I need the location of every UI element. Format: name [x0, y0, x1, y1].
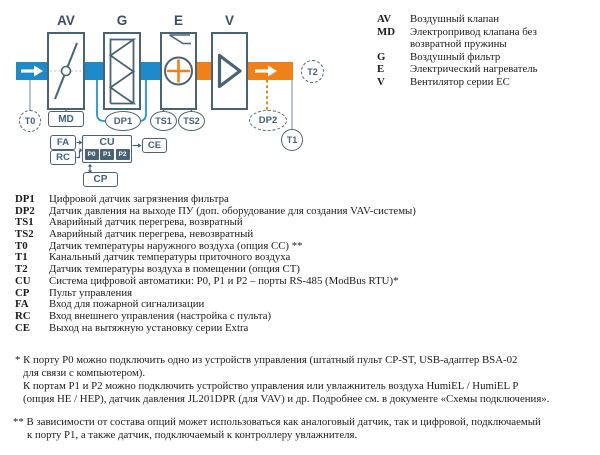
sensor-ts2: TS2 [178, 111, 205, 131]
list-item [15, 229, 595, 241]
list-abbr: T1 [15, 251, 28, 264]
sensor-ts1: TS1 [150, 111, 177, 131]
legend-text: Воздушный фильтр [410, 50, 501, 63]
footnote-line: * К порту P0 можно подключить одно из устройств управления (штатный пульт CP-ST, USB-адаптер BSA-02 [15, 354, 518, 366]
ahu-schematic [0, 0, 340, 195]
port-p0: P0 [85, 149, 99, 160]
sensor-t1: T1 [281, 129, 303, 151]
abbreviation-list [15, 194, 595, 334]
sensor-t0: T0 [19, 110, 41, 132]
legend-row [377, 76, 595, 89]
block-label-g: G [116, 13, 128, 28]
list-text: Выход на вытяжную установку серии Extra [49, 321, 249, 334]
footnote-line: ** В зависимости от состава опций может использоваться как аналоговый датчик, так и цифровой, подключаемый [13, 416, 541, 428]
legend-row [377, 38, 595, 51]
list-abbr: FA [15, 298, 29, 311]
legend-row [377, 13, 595, 26]
actuator-md: MD [48, 111, 84, 127]
list-text: Цифровой датчик загрязнения фильтра [49, 193, 229, 205]
legend-text: Электропривод клапана без [410, 25, 537, 38]
footnote-line: К портам P1 и P2 можно подключить устройство управления или увлажнитель воздуха HumiEL / HumiEL P [23, 380, 519, 392]
port-p1: P1 [100, 149, 114, 160]
list-abbr: DP1 [15, 193, 35, 205]
list-item [15, 323, 595, 335]
legend-row [377, 51, 595, 64]
list-abbr: TS2 [15, 228, 34, 241]
list-text: Канальный датчик температуры приточного воздуха [49, 251, 291, 264]
list-text: Аварийный датчик перегрева, невозвратный [49, 228, 254, 241]
input-rc: RC [50, 150, 76, 165]
control-panel-cp: CP [83, 172, 118, 187]
list-text: Пульт управления [49, 286, 133, 299]
sensor-dp2: DP2 [249, 110, 287, 131]
block-label-av: AV [57, 13, 75, 28]
legend-abbr [377, 38, 410, 51]
legend-text: Электрический нагреватель [410, 63, 538, 75]
legend-abbr: E [377, 63, 385, 75]
list-text: Вход внешнего управления (настройка с пульта) [49, 309, 272, 322]
legend-abbr: MD [377, 25, 395, 38]
legend-abbr: G [377, 50, 386, 63]
list-text: Аварийный датчик перегрева, возвратный [49, 216, 243, 229]
list-abbr: CU [15, 274, 31, 287]
component-legend [377, 13, 595, 88]
block-label-v: V [224, 13, 234, 28]
footnote-line: к порту P1, а также датчик, подключаемый к контроллеру увлажнителя. [27, 429, 358, 441]
footnote-asterisk [15, 354, 595, 406]
list-text: Датчик температуры воздуха в помещении (опция СТ) [49, 263, 300, 276]
control-unit-label: CU [99, 136, 115, 148]
list-text: Система цифровой автоматики: P0, P1 и P2 – порты RS-485 (ModBus RTU)* [49, 274, 399, 287]
port-p2: P2 [116, 149, 130, 160]
cu-ports [85, 149, 132, 160]
list-text: Датчик температуры наружного воздуха (опция СС) ** [49, 239, 303, 252]
legend-abbr: AV [377, 13, 392, 25]
output-ce: CE [142, 138, 167, 153]
list-abbr: RC [15, 309, 31, 322]
legend-text: Вентилятор серии ЕС [410, 75, 510, 88]
list-abbr: TS1 [15, 216, 34, 229]
input-fa: FA [50, 135, 76, 150]
list-abbr: T2 [15, 263, 28, 276]
block-filter [104, 33, 140, 109]
footnote-double-asterisk [13, 416, 593, 442]
legend-text: Воздушный клапан [410, 13, 500, 25]
legend-row [377, 63, 595, 76]
list-abbr: CE [15, 321, 30, 334]
control-unit-cu [82, 135, 132, 163]
list-abbr: CP [15, 286, 30, 299]
footnote-line: для связи с компьютером). [23, 367, 146, 379]
block-label-e: E [173, 13, 183, 28]
list-abbr: T0 [15, 239, 28, 252]
sensor-t2: T2 [301, 60, 324, 83]
list-text: Датчик давления на выходе ПУ (доп. оборудование для создания VAV-системы) [49, 204, 416, 217]
footnote-line: (опция HE / HEP), датчик давления JL201DPR (для VAV) и др. Подробнее см. в документе «Схемы подключения». [23, 393, 550, 405]
legend-abbr: V [377, 75, 385, 88]
list-text: Вход для пожарной сигнализации [49, 298, 205, 311]
legend-row [377, 26, 595, 39]
list-item [15, 311, 595, 323]
list-abbr: DP2 [15, 204, 35, 217]
list-item [15, 276, 595, 288]
legend-text: возвратной пружины [410, 38, 507, 50]
list-item [15, 194, 595, 206]
sensor-dp1: DP1 [105, 111, 141, 131]
